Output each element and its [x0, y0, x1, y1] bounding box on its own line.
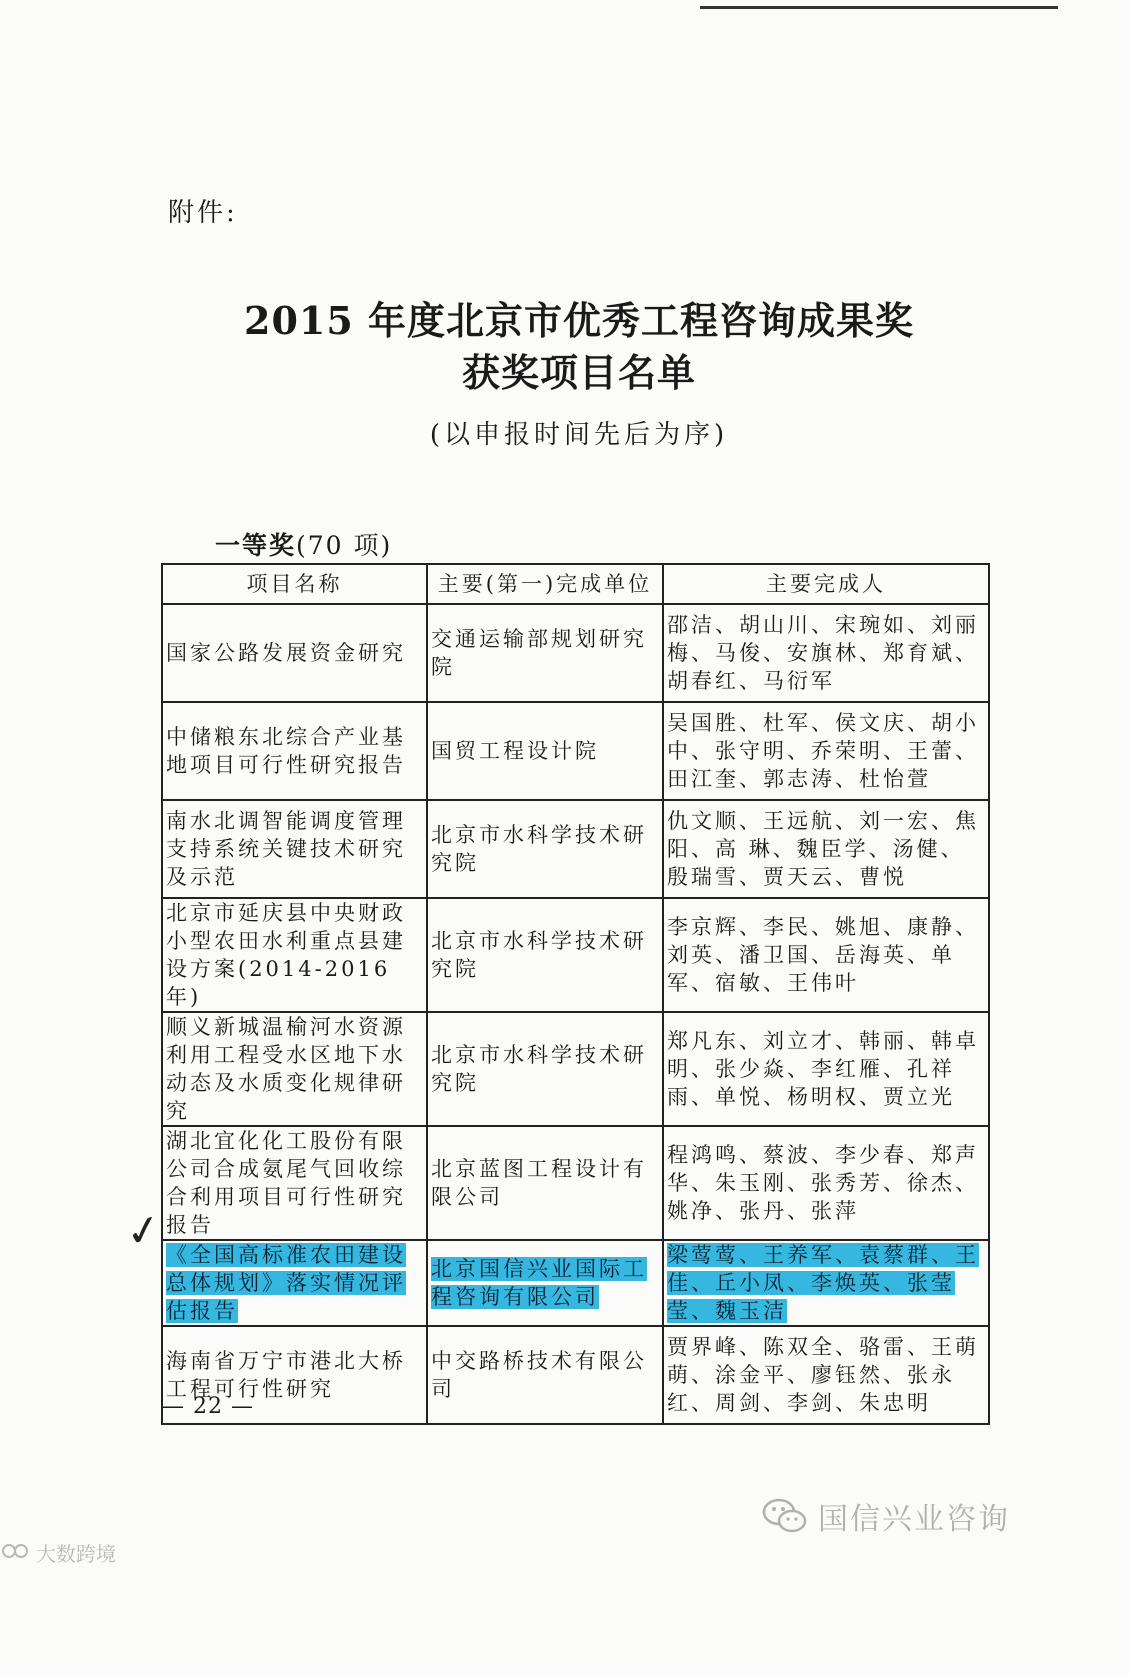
table-row: [162, 898, 989, 1012]
unit-cell: 北京市水科学技术研究院: [427, 1012, 663, 1126]
table-row: [162, 1126, 989, 1240]
wechat-icon: [762, 1497, 808, 1535]
people-cell: 郑凡东、刘立才、韩丽、韩卓明、张少焱、李红雁、孔祥雨、单悦、杨明权、贾立光: [663, 1012, 989, 1126]
highlighted-project-name: 《全国高标准农田建设总体规划》落实情况评估报告: [166, 1243, 406, 1323]
highlighted-unit: 北京国信兴业国际工程咨询有限公司: [431, 1257, 647, 1309]
table-row: [162, 702, 989, 800]
unit-cell: 北京蓝图工程设计有限公司: [427, 1126, 663, 1240]
corner-watermark: [2, 1538, 116, 1567]
corner-watermark-text: 大数跨境: [36, 1542, 116, 1566]
column-header-unit: 主要(第一)完成单位: [427, 564, 663, 604]
people-cell: 程鸿鸣、蔡波、李少春、郑声华、朱玉刚、张秀芳、徐杰、姚净、张丹、张萍: [663, 1126, 989, 1240]
project-name-cell: 湖北宜化化工股份有限公司合成氨尾气回收综合利用项目可行性研究报告: [162, 1126, 427, 1240]
people-cell: 贾界峰、陈双全、骆雷、王萌萌、涂金平、廖钰然、张永红、周剑、李剑、朱忠明: [663, 1326, 989, 1424]
people-cell: 吴国胜、杜军、侯文庆、胡小中、张守明、乔荣明、王蕾、田江奎、郭志涛、杜怡萱: [663, 702, 989, 800]
handwritten-check-mark: ✓: [122, 1203, 166, 1258]
page-number: — 22 —: [162, 1394, 254, 1419]
unit-cell: 中交路桥技术有限公司: [427, 1326, 663, 1424]
table-header-row: [162, 564, 989, 604]
title-line-2: 获奖项目名单: [461, 350, 696, 395]
column-header-project: 项目名称: [162, 564, 427, 604]
document-subtitle: (以申报时间先后为序): [429, 420, 729, 450]
project-name-cell: 北京市延庆县中央财政小型农田水利重点县建设方案(2014-2016 年): [162, 898, 427, 1012]
unit-cell: 北京市水科学技术研究院: [427, 800, 663, 898]
brand-text: 国信兴业咨询: [818, 1502, 1010, 1537]
project-name-cell: 海南省万宁市港北大桥工程可行性研究: [162, 1326, 427, 1424]
unit-cell: 北京市水科学技术研究院: [427, 898, 663, 1012]
awards-table: [161, 563, 990, 1425]
unit-cell: [427, 1240, 663, 1326]
people-cell: [663, 1240, 989, 1326]
people-cell: 邵洁、胡山川、宋琬如、刘丽梅、马俊、安旗林、郑育斌、胡春红、马衍军: [663, 604, 989, 702]
corner-logo-icon: [2, 1541, 32, 1565]
document-title: [0, 295, 1058, 399]
brand-watermark: [762, 1494, 1010, 1538]
table-row: [162, 1012, 989, 1126]
people-cell: 李京辉、李民、姚旭、康静、刘英、潘卫国、岳海英、单军、宿敏、王伟叶: [663, 898, 989, 1012]
grade-heading: [215, 526, 392, 562]
table-row-highlighted: [162, 1240, 989, 1326]
project-name-cell: 中储粮东北综合产业基地项目可行性研究报告: [162, 702, 427, 800]
table-row: [162, 800, 989, 898]
table-row: [162, 604, 989, 702]
project-name-cell: 南水北调智能调度管理支持系统关键技术研究及示范: [162, 800, 427, 898]
highlighted-people: 梁莺莺、王养军、袁蔡群、王佳、丘小凤、李焕英、张莹莹、魏玉洁: [667, 1243, 979, 1323]
project-name-cell: 国家公路发展资金研究: [162, 604, 427, 702]
unit-cell: 交通运输部规划研究院: [427, 604, 663, 702]
attachment-label: 附件:: [168, 198, 238, 228]
unit-cell: 国贸工程设计院: [427, 702, 663, 800]
project-name-cell: 顺义新城温榆河水资源利用工程受水区地下水动态及水质变化规律研究: [162, 1012, 427, 1126]
people-cell: 仇文顺、王远航、刘一宏、焦阳、高 琳、魏臣学、汤健、殷瑞雪、贾天云、曹悦: [663, 800, 989, 898]
column-header-people: 主要完成人: [663, 564, 989, 604]
grade-count: (70 项): [296, 531, 393, 560]
title-line-1: 2015 年度北京市优秀工程咨询成果奖: [244, 298, 914, 343]
grade-label: 一等奖: [215, 531, 297, 560]
project-name-cell: [162, 1240, 427, 1326]
table-row: [162, 1326, 989, 1424]
top-edge-line: [700, 6, 1058, 9]
